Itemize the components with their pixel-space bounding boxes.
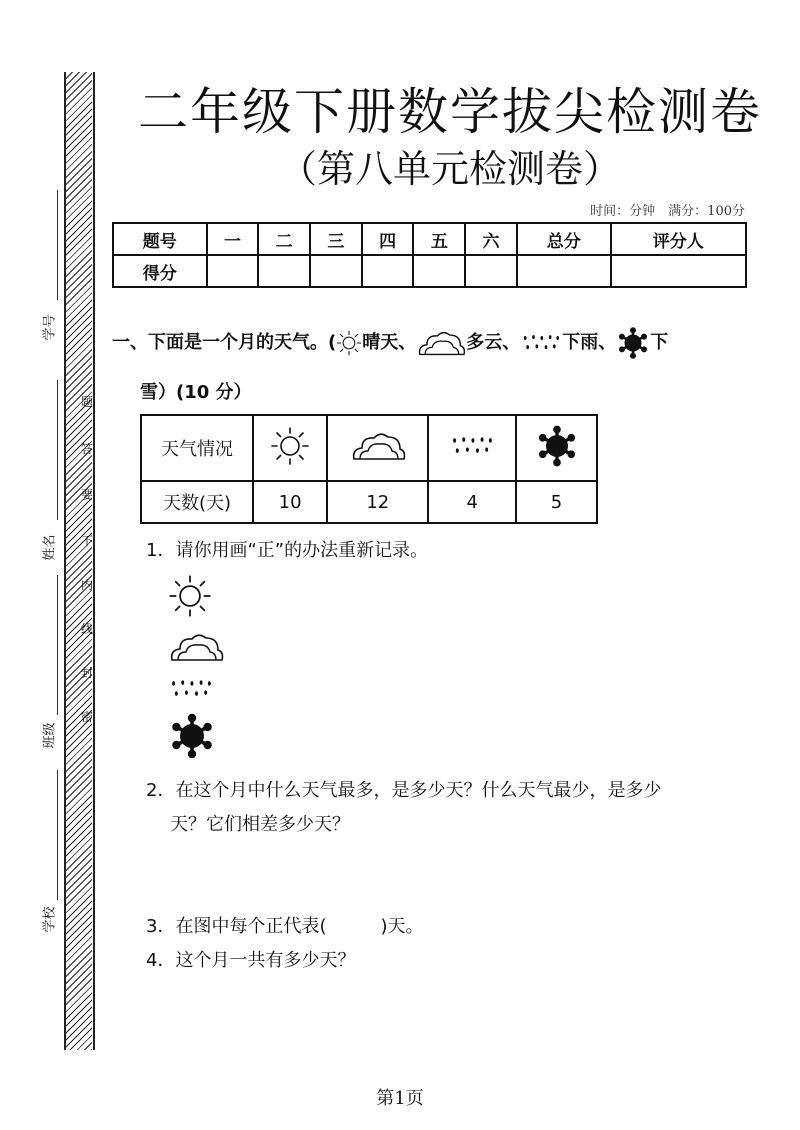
score-header-cell: 题号 [113,223,207,255]
student-id-label: 学号 [42,314,58,341]
binding-rule-left [64,72,66,1050]
score-table [112,222,747,288]
score-cell[interactable] [413,255,465,287]
question-4: 4．这个月一共有多少天？ [146,950,356,971]
name-label: 姓名 [42,534,58,561]
weather-icon-cell [516,415,597,481]
score-header-cell: 总分 [517,223,611,255]
question-2-line1: 2．在这个月中什么天气最多，是多少天？什么天气最少，是多少 [146,780,662,801]
score-header-cell: 一 [207,223,259,255]
snowflake-icon [616,326,650,360]
weather-icon-cell [327,415,428,481]
score-header-cell: 二 [258,223,310,255]
cloud-icon [350,429,406,463]
seal-char: 要 [80,488,93,502]
binding-rule-right [93,72,95,1050]
weather-days-row [141,481,597,523]
days-cell: 4 [428,481,516,523]
weather-icon-row [141,415,597,481]
weather-icon-cell [253,415,327,481]
sun-icon [336,330,362,356]
binding-hatch-strip [66,72,92,1050]
rain-icon [168,678,214,700]
weather-table [140,414,598,524]
page-subtitle: （第八单元检测卷） [278,147,621,191]
page-title: 二年级下册数学拔尖检测卷 [138,83,762,141]
snowflake-icon [168,712,216,760]
rain-icon [448,435,496,457]
score-table-header-row [113,223,746,255]
days-cell: 10 [253,481,327,523]
score-row-label: 得分 [113,255,207,287]
score-cell[interactable] [310,255,362,287]
score-cell[interactable] [517,255,611,287]
seal-char: 封 [80,666,93,680]
section1-title-start: 一、下面是一个月的天气。( [112,332,337,353]
school-line [57,770,58,900]
score-cell[interactable] [207,255,259,287]
score-header-cell: 五 [413,223,465,255]
exam-meta: 时间：分钟 满分：100分 [590,204,745,219]
score-header-cell: 评分人 [611,223,747,255]
seal-char: 线 [80,622,93,636]
question-3: 3．在图中每个正代表( )天。 [146,916,424,937]
section1-title-end: 雪）(10 分） [140,382,252,403]
seal-char: 不 [80,534,93,548]
cloud-icon [416,328,466,358]
seal-char: 内 [80,578,93,592]
question-2-line2: 天？它们相差多少天？ [170,814,350,835]
cloud-icon [168,630,224,664]
score-table-score-row [113,255,746,287]
class-line [57,575,58,715]
days-cell: 5 [516,481,597,523]
score-cell[interactable] [611,255,747,287]
sun-icon [270,426,310,466]
score-header-cell: 四 [362,223,414,255]
seal-char: 题 [80,395,93,409]
score-cell[interactable] [465,255,517,287]
days-row-label: 天数(天) [141,481,253,523]
page-number: 第1页 [376,1088,424,1109]
score-header-cell: 六 [465,223,517,255]
score-cell[interactable] [362,255,414,287]
student-id-line [57,190,58,300]
score-header-cell: 三 [310,223,362,255]
school-label: 学校 [42,906,58,933]
seal-char: 答 [80,442,93,456]
question-1: 1．请你用画“正”的办法重新记录。 [146,540,429,561]
class-label: 班级 [42,722,58,749]
days-cell: 12 [327,481,428,523]
score-cell[interactable] [258,255,310,287]
legend-rainy: 下雨、 [562,332,617,353]
weather-row-label: 天气情况 [141,415,253,481]
weather-icon-cell [428,415,516,481]
section1-title [112,326,762,360]
legend-snow-start: 下 [650,332,669,353]
snowflake-icon [535,424,579,468]
legend-sunny: 晴天、 [362,332,417,353]
legend-cloudy: 多云、 [466,332,521,353]
sun-icon [168,574,212,618]
rain-icon [520,333,562,353]
seal-char: 密 [80,710,93,724]
name-line [57,380,58,520]
